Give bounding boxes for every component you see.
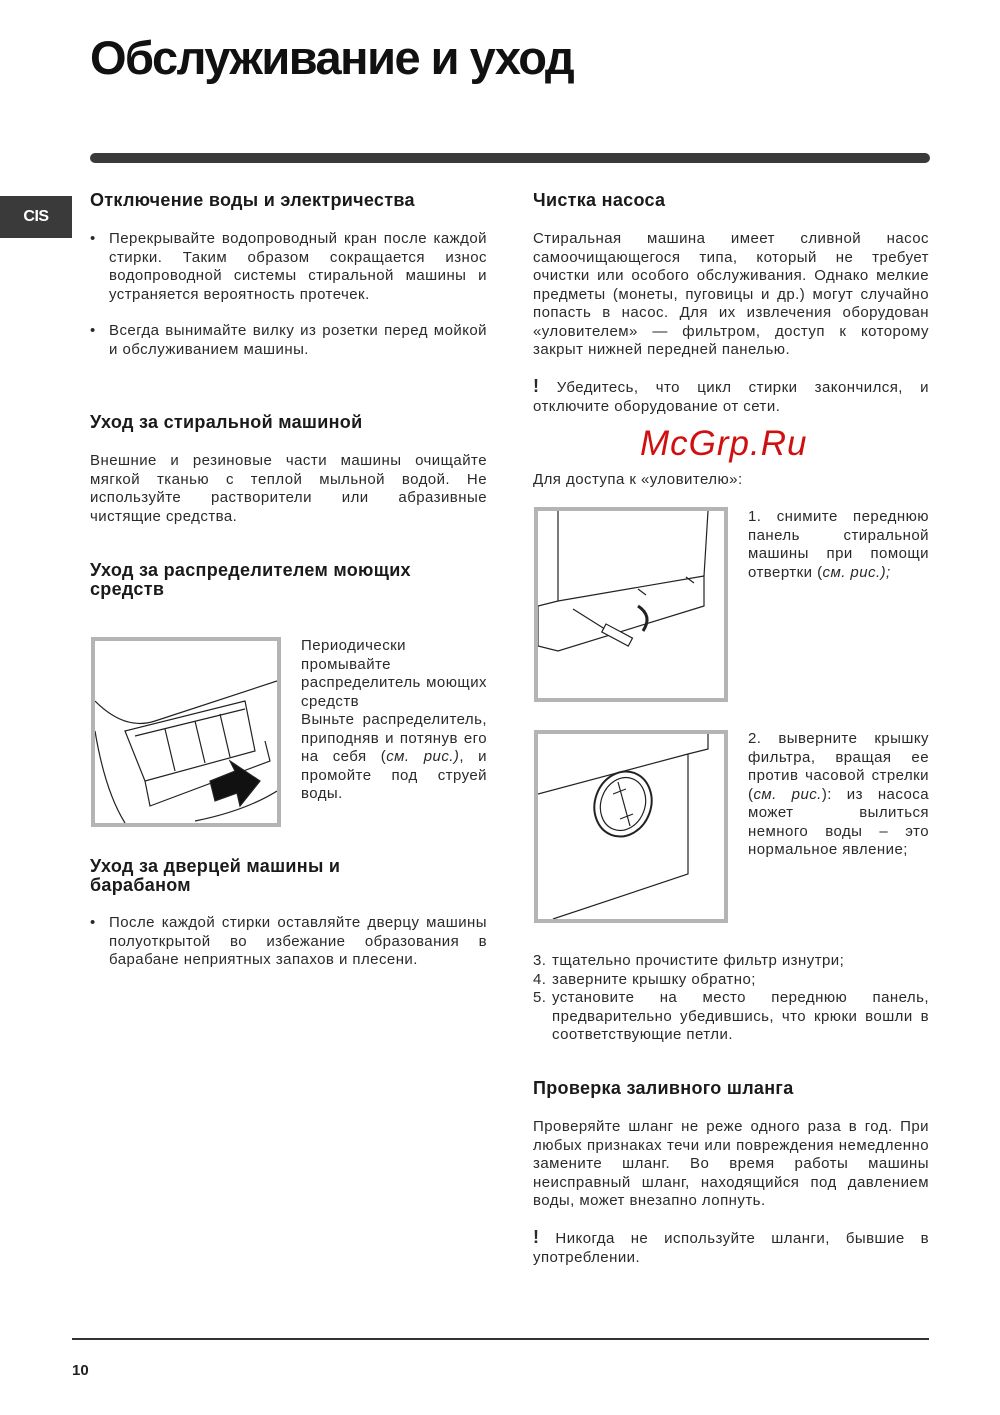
front-panel-illustration [534,507,728,702]
title-divider [90,153,930,163]
figure-reference: см. рис.); [822,563,891,581]
step-number: 4. [533,970,547,988]
step-text: заверните крышку обратно; [552,970,756,988]
step-text: тщательно прочистите фильтр изнутри; [552,952,845,969]
dispenser-text-a: Периодически промывайте распределитель моющих средств [301,637,487,710]
dispenser-text-c: , и промойте под струей воды. [301,748,487,802]
step-2-text [748,730,929,860]
steps-list [533,952,929,1045]
pump-warning [533,377,929,416]
warning-icon: ! [533,376,540,396]
step-2-rest: ): из насоса может вылиться немного воды – это нормальное явление; [748,785,929,858]
pump-text: Стиральная машина имеет сливной насос самоочищающегося типа, который не требует очистки или особого обслуживания. Однако мелкие предметы (монеты, пуговицы и др.) могут случайно попасть в насос. Для их извлечения оборудован «уловителем» — фильтром, доступ к которому закрыт нижней передней панелью. [533,230,929,358]
heading-dispenser-care: Уход за распределителем моющих средств [90,560,411,599]
watermark: McGrp.Ru [640,424,808,463]
hose-warning [533,1228,929,1267]
list-item [533,952,929,971]
list-item [533,989,929,1045]
footer-divider [72,1338,929,1340]
dispenser-text-b: Выньте распределитель, приподняв и потянув его на себя ( [301,711,487,765]
heading-hose-check: Проверка заливного шланга [533,1078,794,1098]
heading-machine-care: Уход за стиральной машиной [90,412,363,432]
region-tab: CIS [0,196,72,238]
access-text: Для доступа к «уловителю»: [533,471,743,488]
heading-water-power: Отключение воды и электричества [90,190,415,210]
step-1-main: 1. снимите переднюю панель стиральной машины при помощи отвертки ( [748,508,929,581]
figure-reference: см. рис.) [386,748,460,765]
step-number: 5. [533,989,547,1006]
step-2-main: 2. выверните крышку фильтра, вращая ее против часовой стрелки ( [748,730,929,803]
hose-text: Проверяйте шланг не реже одного раза в год. При любых признаках течи или повреждения немедленно замените шланг. Во время работы машины неисправный шланг, находящийся под давлением воды, может внезапно лопнуть. [533,1118,929,1209]
bullet-item: • Перекрывайте водопроводный кран после каждой стирки. Таким образом сокращается износ водопроводной системы стиральной машины и устраняется вероятность протечек. [90,230,487,304]
page-number: 10 [72,1362,89,1379]
warning-icon: ! [533,1227,540,1247]
machine-care-text: Внешние и резиновые части машины очищайте мягкой тканью с теплой мыльной водой. Не используйте растворители или абразивные чистящие средства. [90,452,487,525]
dispenser-illustration [91,637,281,827]
dispenser-text [301,637,487,804]
heading-pump-cleaning: Чистка насоса [533,190,666,210]
bullet-item: • После каждой стирки оставляйте дверцу машины полуоткрытой во избежание образования в барабане неприятных запахов и плесени. [90,914,487,970]
warning-text: Убедитесь, что цикл стирки закончился, и отключите оборудование от сети. [533,379,929,415]
filter-cap-illustration [534,730,728,923]
list-item [533,971,929,990]
figure-reference: см. рис. [753,785,822,803]
heading-door-drum-care: Уход за дверцей машины и барабаном [90,856,341,895]
step-1-text [748,508,929,582]
bullet-item: • Всегда вынимайте вилку из розетки перед мойкой и обслуживанием машины. [90,322,487,359]
step-text: установите на место переднюю панель, предварительно убедившись, что крюки вошли в соответствующие петли. [552,989,929,1043]
warning-text: Никогда не используйте шланги, бывшие в употреблении. [533,1230,929,1266]
step-number: 3. [533,952,547,969]
page-title: Обслуживание и уход [90,31,574,84]
